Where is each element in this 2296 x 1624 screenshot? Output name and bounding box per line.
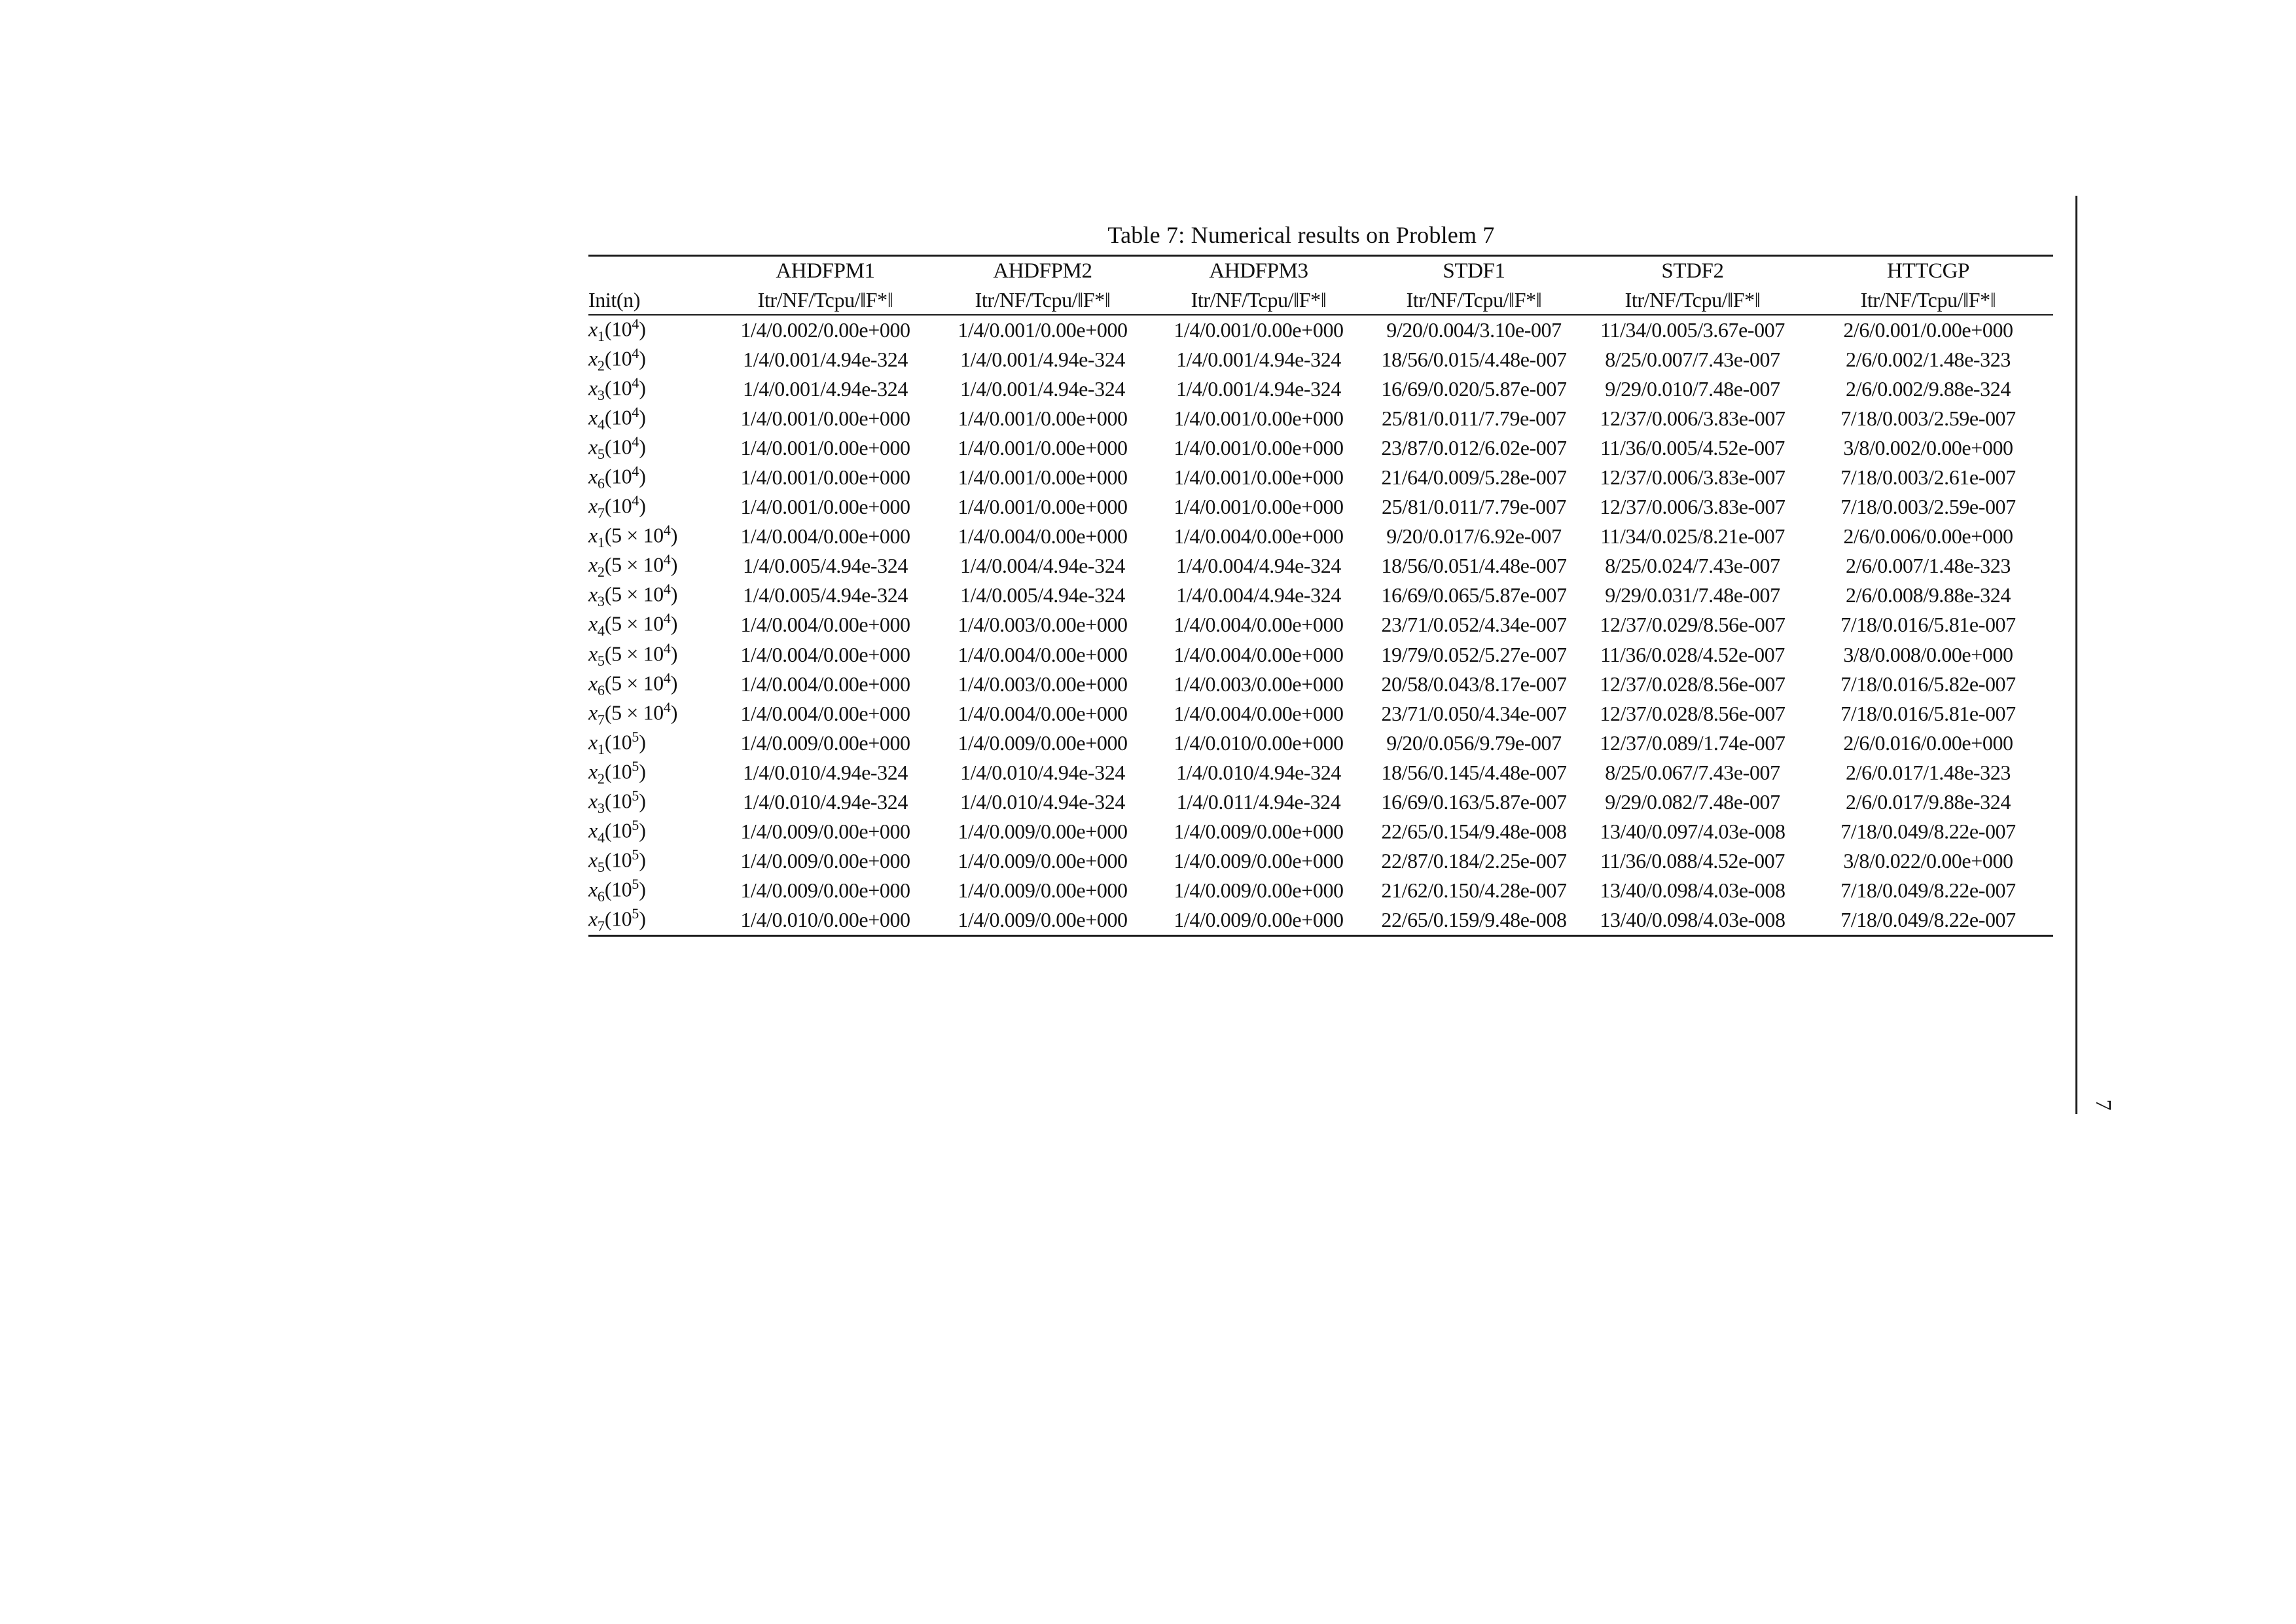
init-variable: x xyxy=(588,612,598,636)
init-base: 10 xyxy=(611,848,632,872)
table-row xyxy=(588,374,2053,404)
value-cell-httcgp: 2/6/0.006/0.00e+000 xyxy=(1843,524,2013,549)
init-variable: x xyxy=(588,877,598,901)
init-variable: x xyxy=(588,818,598,842)
page-margin-rule xyxy=(2075,196,2077,1114)
value-cell-ahdfpm1: 1/4/0.004/0.00e+000 xyxy=(740,642,910,666)
init-subscript: 2 xyxy=(597,357,605,374)
value-cell-ahdfpm1: 1/4/0.009/0.00e+000 xyxy=(740,878,910,902)
results-table xyxy=(588,255,2053,937)
table-row xyxy=(588,345,2053,374)
init-subscript: 5 xyxy=(597,652,605,669)
init-multiplier: 5 × xyxy=(611,641,643,666)
value-cell-ahdfpm1: 1/4/0.001/0.00e+000 xyxy=(740,406,910,431)
init-base: 10 xyxy=(611,376,632,400)
value-cell-httcgp: 7/18/0.003/2.61e-007 xyxy=(1840,465,2016,490)
col-group-ahdfpm1: AHDFPM1 xyxy=(776,259,875,283)
value-cell-ahdfpm3: 1/4/0.001/4.94e-324 xyxy=(1176,348,1341,372)
table-row xyxy=(588,699,2053,729)
value-cell-stdf2: 13/40/0.098/4.03e-008 xyxy=(1600,878,1785,902)
init-exponent: 4 xyxy=(663,522,671,539)
init-base: 10 xyxy=(611,877,632,901)
init-subscript: 6 xyxy=(597,888,605,905)
value-cell-ahdfpm1: 1/4/0.009/0.00e+000 xyxy=(740,848,910,873)
init-base: 10 xyxy=(611,494,632,518)
metric-header-ahdfpm1: Itr/NF/Tcpu/‖F*‖ xyxy=(717,285,934,315)
init-base: 10 xyxy=(643,700,664,725)
init-variable: x xyxy=(588,376,598,400)
value-cell-stdf1: 18/56/0.051/4.48e-007 xyxy=(1381,554,1567,578)
init-exponent: 5 xyxy=(632,846,639,863)
init-header: Init(n) xyxy=(588,285,717,315)
init-variable: x xyxy=(588,553,598,577)
init-subscript: 5 xyxy=(597,446,605,463)
value-cell-stdf1: 22/87/0.184/2.25e-007 xyxy=(1381,848,1567,873)
value-cell-ahdfpm2: 1/4/0.009/0.00e+000 xyxy=(958,878,1128,902)
init-subscript: 5 xyxy=(597,858,605,875)
value-cell-ahdfpm3: 1/4/0.001/0.00e+000 xyxy=(1174,318,1344,342)
init-base: 10 xyxy=(643,612,664,636)
init-cell: $x_7(10^4)$ xyxy=(588,492,646,522)
metric-header-httcgp: Itr/NF/Tcpu/‖F*‖ xyxy=(1803,285,2053,315)
init-cell: $x_5(10^5)$ xyxy=(588,846,646,875)
init-subscript: 1 xyxy=(597,534,605,551)
init-variable: x xyxy=(588,494,598,518)
init-base: 10 xyxy=(611,317,632,341)
value-cell-stdf1: 16/69/0.065/5.87e-007 xyxy=(1381,583,1567,607)
value-cell-ahdfpm2: 1/4/0.003/0.00e+000 xyxy=(958,672,1128,696)
value-cell-stdf1: 23/71/0.050/4.34e-007 xyxy=(1381,701,1567,725)
table-row xyxy=(588,492,2053,522)
value-cell-httcgp: 2/6/0.001/0.00e+000 xyxy=(1843,318,2013,342)
value-cell-httcgp: 2/6/0.002/9.88e-324 xyxy=(1846,377,2011,401)
init-exponent: 4 xyxy=(663,640,671,657)
init-exponent: 4 xyxy=(632,374,639,391)
value-cell-httcgp: 2/6/0.016/0.00e+000 xyxy=(1843,731,2013,755)
value-cell-ahdfpm2: 1/4/0.004/4.94e-324 xyxy=(960,554,1125,578)
init-cell: $x_2(5 \times 10^4)$ xyxy=(588,551,677,581)
value-cell-ahdfpm2: 1/4/0.001/0.00e+000 xyxy=(958,406,1128,431)
value-cell-stdf2: 12/37/0.006/3.83e-007 xyxy=(1600,465,1785,490)
metric-header-ahdfpm2: Itr/NF/Tcpu/‖F*‖ xyxy=(934,285,1151,315)
value-cell-ahdfpm2: 1/4/0.009/0.00e+000 xyxy=(958,731,1128,755)
init-exponent: 4 xyxy=(663,581,671,598)
init-exponent: 5 xyxy=(632,816,639,833)
col-group-stdf2: STDF2 xyxy=(1661,259,1724,283)
value-cell-ahdfpm3: 1/4/0.004/0.00e+000 xyxy=(1174,642,1344,666)
value-cell-ahdfpm3: 1/4/0.004/0.00e+000 xyxy=(1174,524,1344,549)
value-cell-stdf2: 11/36/0.005/4.52e-007 xyxy=(1600,436,1785,460)
init-exponent: 4 xyxy=(663,551,671,568)
col-group-ahdfpm3: AHDFPM3 xyxy=(1209,259,1308,283)
value-cell-stdf1: 9/20/0.004/3.10e-007 xyxy=(1386,318,1562,342)
init-subscript: 1 xyxy=(597,740,605,757)
value-cell-ahdfpm1: 1/4/0.005/4.94e-324 xyxy=(743,583,908,607)
value-cell-stdf2: 13/40/0.098/4.03e-008 xyxy=(1600,907,1785,931)
value-cell-ahdfpm3: 1/4/0.010/0.00e+000 xyxy=(1174,731,1344,755)
value-cell-ahdfpm1: 1/4/0.001/0.00e+000 xyxy=(740,495,910,519)
value-cell-stdf1: 23/87/0.012/6.02e-007 xyxy=(1381,436,1567,460)
init-cell: $x_4(5 \times 10^4)$ xyxy=(588,610,677,640)
value-cell-stdf2: 12/37/0.089/1.74e-007 xyxy=(1600,731,1785,755)
value-cell-httcgp: 7/18/0.016/5.82e-007 xyxy=(1840,672,2016,696)
init-cell: $x_2(10^4)$ xyxy=(588,345,646,374)
init-exponent: 4 xyxy=(663,610,671,627)
value-cell-stdf1: 18/56/0.145/4.48e-007 xyxy=(1381,760,1567,784)
value-cell-stdf1: 18/56/0.015/4.48e-007 xyxy=(1381,348,1567,372)
init-cell: $x_4(10^5)$ xyxy=(588,816,646,846)
value-cell-stdf2: 12/37/0.006/3.83e-007 xyxy=(1600,495,1785,519)
value-cell-stdf1: 16/69/0.163/5.87e-007 xyxy=(1381,789,1567,814)
value-cell-stdf2: 11/36/0.088/4.52e-007 xyxy=(1600,848,1785,873)
init-subscript: 4 xyxy=(597,829,605,846)
value-cell-stdf1: 25/81/0.011/7.79e-007 xyxy=(1382,406,1566,431)
value-cell-ahdfpm1: 1/4/0.001/0.00e+000 xyxy=(740,465,910,490)
value-cell-ahdfpm3: 1/4/0.001/4.94e-324 xyxy=(1176,377,1341,401)
value-cell-ahdfpm2: 1/4/0.001/4.94e-324 xyxy=(960,348,1125,372)
value-cell-ahdfpm3: 1/4/0.009/0.00e+000 xyxy=(1174,907,1344,931)
table-row xyxy=(588,787,2053,817)
value-cell-httcgp: 2/6/0.017/9.88e-324 xyxy=(1846,789,2011,814)
init-cell: $x_7(5 \times 10^4)$ xyxy=(588,698,677,728)
table-row xyxy=(588,581,2053,610)
value-cell-stdf2: 8/25/0.067/7.43e-007 xyxy=(1605,760,1780,784)
value-cell-ahdfpm2: 1/4/0.001/0.00e+000 xyxy=(958,495,1128,519)
init-multiplier: 5 × xyxy=(611,553,643,577)
init-cell: $x_6(10^5)$ xyxy=(588,875,646,905)
value-cell-stdf2: 8/25/0.007/7.43e-007 xyxy=(1605,348,1780,372)
value-cell-stdf1: 22/65/0.159/9.48e-008 xyxy=(1381,907,1567,931)
value-cell-httcgp: 2/6/0.007/1.48e-323 xyxy=(1846,554,2011,578)
table-row xyxy=(588,670,2053,699)
table-row xyxy=(588,817,2053,846)
value-cell-ahdfpm3: 1/4/0.001/0.00e+000 xyxy=(1174,406,1344,431)
value-cell-ahdfpm3: 1/4/0.001/0.00e+000 xyxy=(1174,465,1344,490)
value-cell-ahdfpm2: 1/4/0.003/0.00e+000 xyxy=(958,613,1128,637)
value-cell-ahdfpm3: 1/4/0.010/4.94e-324 xyxy=(1176,760,1341,784)
value-cell-ahdfpm3: 1/4/0.001/0.00e+000 xyxy=(1174,436,1344,460)
value-cell-ahdfpm2: 1/4/0.010/4.94e-324 xyxy=(960,760,1125,784)
value-cell-httcgp: 3/8/0.002/0.00e+000 xyxy=(1843,436,2013,460)
value-cell-httcgp: 3/8/0.022/0.00e+000 xyxy=(1843,848,2013,873)
value-cell-httcgp: 7/18/0.016/5.81e-007 xyxy=(1840,613,2016,637)
value-cell-ahdfpm1: 1/4/0.004/0.00e+000 xyxy=(740,672,910,696)
column-group-row xyxy=(588,256,2053,286)
init-cell: $x_1(10^5)$ xyxy=(588,728,646,757)
value-cell-ahdfpm1: 1/4/0.005/4.94e-324 xyxy=(743,554,908,578)
value-cell-ahdfpm1: 1/4/0.002/0.00e+000 xyxy=(740,318,910,342)
value-cell-ahdfpm2: 1/4/0.001/0.00e+000 xyxy=(958,318,1128,342)
value-cell-ahdfpm2: 1/4/0.001/4.94e-324 xyxy=(960,377,1125,401)
init-variable: x xyxy=(588,700,598,725)
table-row xyxy=(588,433,2053,463)
value-cell-httcgp: 2/6/0.008/9.88e-324 xyxy=(1846,583,2011,607)
table-row xyxy=(588,522,2053,551)
value-cell-ahdfpm1: 1/4/0.004/0.00e+000 xyxy=(740,524,910,549)
metric-header-stdf1: Itr/NF/Tcpu/‖F*‖ xyxy=(1366,285,1582,315)
value-cell-stdf1: 21/64/0.009/5.28e-007 xyxy=(1381,465,1567,490)
init-subscript: 4 xyxy=(597,416,605,433)
init-subscript: 7 xyxy=(597,917,605,934)
init-variable: x xyxy=(588,464,598,488)
value-cell-stdf1: 21/62/0.150/4.28e-007 xyxy=(1381,878,1567,902)
init-exponent: 4 xyxy=(632,345,639,362)
value-cell-httcgp: 2/6/0.017/1.48e-323 xyxy=(1846,760,2011,784)
col-group-httcgp: HTTCGP xyxy=(1887,259,1969,283)
init-cell: $x_3(10^4)$ xyxy=(588,374,646,404)
table-row xyxy=(588,610,2053,640)
value-cell-ahdfpm3: 1/4/0.004/0.00e+000 xyxy=(1174,701,1344,725)
init-multiplier: 5 × xyxy=(611,583,643,607)
value-cell-stdf2: 8/25/0.024/7.43e-007 xyxy=(1605,554,1780,578)
value-cell-ahdfpm3: 1/4/0.001/0.00e+000 xyxy=(1174,495,1344,519)
metric-header-stdf2: Itr/NF/Tcpu/‖F*‖ xyxy=(1582,285,1803,315)
init-cell: $x_2(10^5)$ xyxy=(588,757,646,787)
value-cell-stdf1: 23/71/0.052/4.34e-007 xyxy=(1381,613,1567,637)
init-exponent: 4 xyxy=(663,669,671,686)
value-cell-stdf1: 22/65/0.154/9.48e-008 xyxy=(1381,819,1567,843)
init-exponent: 5 xyxy=(632,787,639,804)
value-cell-ahdfpm2: 1/4/0.004/0.00e+000 xyxy=(958,701,1128,725)
init-subscript: 6 xyxy=(597,475,605,492)
init-base: 10 xyxy=(611,907,632,931)
init-exponent: 4 xyxy=(632,404,639,421)
value-cell-httcgp: 7/18/0.003/2.59e-007 xyxy=(1840,406,2016,431)
init-base: 10 xyxy=(611,789,632,813)
value-cell-stdf1: 9/20/0.056/9.79e-007 xyxy=(1386,731,1562,755)
init-exponent: 5 xyxy=(632,728,639,745)
init-multiplier: 5 × xyxy=(611,700,643,725)
value-cell-ahdfpm2: 1/4/0.004/0.00e+000 xyxy=(958,524,1128,549)
value-cell-ahdfpm3: 1/4/0.009/0.00e+000 xyxy=(1174,878,1344,902)
init-subscript: 3 xyxy=(597,593,605,610)
init-exponent: 5 xyxy=(632,757,639,774)
init-base: 10 xyxy=(611,435,632,459)
value-cell-ahdfpm3: 1/4/0.003/0.00e+000 xyxy=(1174,672,1344,696)
value-cell-httcgp: 7/18/0.016/5.81e-007 xyxy=(1840,701,2016,725)
init-variable: x xyxy=(588,907,598,931)
value-cell-stdf2: 11/36/0.028/4.52e-007 xyxy=(1600,642,1785,666)
init-exponent: 4 xyxy=(632,433,639,450)
table-row xyxy=(588,404,2053,433)
table-row xyxy=(588,551,2053,581)
value-cell-stdf1: 9/20/0.017/6.92e-007 xyxy=(1386,524,1562,549)
init-cell: $x_3(10^5)$ xyxy=(588,787,646,816)
value-cell-stdf2: 12/37/0.029/8.56e-007 xyxy=(1600,613,1785,637)
init-variable: x xyxy=(588,346,598,370)
init-variable: x xyxy=(588,317,598,341)
init-cell: $x_4(10^4)$ xyxy=(588,404,646,433)
col-group-ahdfpm2: AHDFPM2 xyxy=(993,259,1092,283)
init-variable: x xyxy=(588,848,598,872)
value-cell-ahdfpm1: 1/4/0.010/4.94e-324 xyxy=(743,789,908,814)
init-subscript: 2 xyxy=(597,564,605,581)
init-multiplier: 5 × xyxy=(611,671,643,695)
init-exponent: 4 xyxy=(632,463,639,480)
init-base: 10 xyxy=(611,464,632,488)
init-base: 10 xyxy=(643,641,664,666)
value-cell-ahdfpm1: 1/4/0.004/0.00e+000 xyxy=(740,701,910,725)
table-row xyxy=(588,758,2053,787)
init-exponent: 5 xyxy=(632,875,639,892)
value-cell-ahdfpm3: 1/4/0.009/0.00e+000 xyxy=(1174,819,1344,843)
init-cell: $x_5(10^4)$ xyxy=(588,433,646,463)
init-cell: $x_3(5 \times 10^4)$ xyxy=(588,581,677,610)
init-variable: x xyxy=(588,789,598,813)
metric-header-ahdfpm3: Itr/NF/Tcpu/‖F*‖ xyxy=(1151,285,1366,315)
init-variable: x xyxy=(588,583,598,607)
init-base: 10 xyxy=(611,730,632,754)
value-cell-ahdfpm3: 1/4/0.009/0.00e+000 xyxy=(1174,848,1344,873)
init-base: 10 xyxy=(611,405,632,429)
value-cell-ahdfpm2: 1/4/0.009/0.00e+000 xyxy=(958,907,1128,931)
value-cell-ahdfpm1: 1/4/0.001/0.00e+000 xyxy=(740,436,910,460)
value-cell-ahdfpm1: 1/4/0.001/4.94e-324 xyxy=(743,377,908,401)
table-row xyxy=(588,640,2053,670)
init-cell: $x_5(5 \times 10^4)$ xyxy=(588,640,677,669)
init-subscript: 2 xyxy=(597,770,605,787)
value-cell-ahdfpm2: 1/4/0.009/0.00e+000 xyxy=(958,819,1128,843)
init-subscript: 7 xyxy=(597,711,605,728)
init-base: 10 xyxy=(611,818,632,842)
value-cell-stdf2: 13/40/0.097/4.03e-008 xyxy=(1600,819,1785,843)
table-row xyxy=(588,905,2053,936)
init-exponent: 5 xyxy=(632,905,639,922)
init-cell: $x_6(5 \times 10^4)$ xyxy=(588,669,677,698)
table-caption: Table 7: Numerical results on Problem 7 xyxy=(1107,222,1495,248)
value-cell-httcgp: 7/18/0.049/8.22e-007 xyxy=(1840,878,2016,902)
init-multiplier: 5 × xyxy=(611,612,643,636)
init-subscript: 7 xyxy=(597,505,605,522)
init-exponent: 4 xyxy=(632,316,639,332)
table-row xyxy=(588,729,2053,758)
value-cell-stdf2: 9/29/0.082/7.48e-007 xyxy=(1605,789,1780,814)
init-base: 10 xyxy=(611,346,632,370)
value-cell-ahdfpm3: 1/4/0.004/4.94e-324 xyxy=(1176,554,1341,578)
page-number: 7 xyxy=(2091,1099,2115,1111)
init-variable: x xyxy=(588,671,598,695)
init-base: 10 xyxy=(643,523,664,547)
init-variable: x xyxy=(588,435,598,459)
init-variable: x xyxy=(588,759,598,784)
value-cell-ahdfpm2: 1/4/0.001/0.00e+000 xyxy=(958,436,1128,460)
init-subscript: 3 xyxy=(597,799,605,816)
init-subscript: 3 xyxy=(597,387,605,404)
init-variable: x xyxy=(588,641,598,666)
value-cell-httcgp: 3/8/0.008/0.00e+000 xyxy=(1843,642,2013,666)
table-header xyxy=(588,256,2053,316)
value-cell-stdf2: 12/37/0.028/8.56e-007 xyxy=(1600,672,1785,696)
value-cell-ahdfpm1: 1/4/0.001/4.94e-324 xyxy=(743,348,908,372)
init-subscript: 6 xyxy=(597,681,605,698)
value-cell-ahdfpm3: 1/4/0.011/4.94e-324 xyxy=(1176,789,1341,814)
init-subscript: 1 xyxy=(597,328,605,345)
value-cell-stdf2: 11/34/0.005/3.67e-007 xyxy=(1600,318,1785,342)
value-cell-ahdfpm2: 1/4/0.004/0.00e+000 xyxy=(958,642,1128,666)
value-cell-ahdfpm2: 1/4/0.005/4.94e-324 xyxy=(960,583,1125,607)
value-cell-ahdfpm1: 1/4/0.009/0.00e+000 xyxy=(740,819,910,843)
init-header-spacer xyxy=(588,256,717,286)
value-cell-ahdfpm1: 1/4/0.004/0.00e+000 xyxy=(740,613,910,637)
value-cell-ahdfpm1: 1/4/0.009/0.00e+000 xyxy=(740,731,910,755)
init-multiplier: 5 × xyxy=(611,523,643,547)
value-cell-stdf2: 9/29/0.010/7.48e-007 xyxy=(1605,377,1780,401)
value-cell-stdf1: 16/69/0.020/5.87e-007 xyxy=(1381,377,1567,401)
table-row xyxy=(588,315,2053,345)
value-cell-ahdfpm1: 1/4/0.010/0.00e+000 xyxy=(740,907,910,931)
init-base: 10 xyxy=(643,671,664,695)
init-exponent: 4 xyxy=(663,698,671,715)
init-cell: $x_6(10^4)$ xyxy=(588,463,646,492)
value-cell-ahdfpm2: 1/4/0.001/0.00e+000 xyxy=(958,465,1128,490)
init-base: 10 xyxy=(611,759,632,784)
init-base: 10 xyxy=(643,583,664,607)
init-subscript: 4 xyxy=(597,623,605,640)
value-cell-ahdfpm3: 1/4/0.004/0.00e+000 xyxy=(1174,613,1344,637)
value-cell-stdf2: 12/37/0.028/8.56e-007 xyxy=(1600,701,1785,725)
col-group-stdf1: STDF1 xyxy=(1443,259,1505,283)
table-body xyxy=(588,315,2053,935)
value-cell-ahdfpm1: 1/4/0.010/4.94e-324 xyxy=(743,760,908,784)
init-variable: x xyxy=(588,405,598,429)
init-variable: x xyxy=(588,730,598,754)
init-base: 10 xyxy=(643,553,664,577)
metric-header-row xyxy=(588,285,2053,315)
value-cell-stdf2: 12/37/0.006/3.83e-007 xyxy=(1600,406,1785,431)
value-cell-stdf2: 9/29/0.031/7.48e-007 xyxy=(1605,583,1780,607)
table-row xyxy=(588,846,2053,876)
init-cell: $x_1(10^4)$ xyxy=(588,316,646,345)
init-cell: $x_1(5 \times 10^4)$ xyxy=(588,522,677,551)
value-cell-stdf1: 20/58/0.043/8.17e-007 xyxy=(1381,672,1567,696)
value-cell-ahdfpm3: 1/4/0.004/4.94e-324 xyxy=(1176,583,1341,607)
value-cell-stdf1: 19/79/0.052/5.27e-007 xyxy=(1381,642,1567,666)
value-cell-ahdfpm2: 1/4/0.010/4.94e-324 xyxy=(960,789,1125,814)
value-cell-httcgp: 7/18/0.049/8.22e-007 xyxy=(1840,819,2016,843)
value-cell-stdf2: 11/34/0.025/8.21e-007 xyxy=(1600,524,1785,549)
init-cell: $x_7(10^5)$ xyxy=(588,905,646,934)
table-row xyxy=(588,876,2053,905)
init-variable: x xyxy=(588,523,598,547)
value-cell-httcgp: 7/18/0.049/8.22e-007 xyxy=(1840,907,2016,931)
table-row xyxy=(588,463,2053,492)
value-cell-stdf1: 25/81/0.011/7.79e-007 xyxy=(1382,495,1566,519)
value-cell-httcgp: 7/18/0.003/2.59e-007 xyxy=(1840,495,2016,519)
value-cell-ahdfpm2: 1/4/0.009/0.00e+000 xyxy=(958,848,1128,873)
value-cell-httcgp: 2/6/0.002/1.48e-323 xyxy=(1846,348,2011,372)
init-exponent: 4 xyxy=(632,492,639,509)
